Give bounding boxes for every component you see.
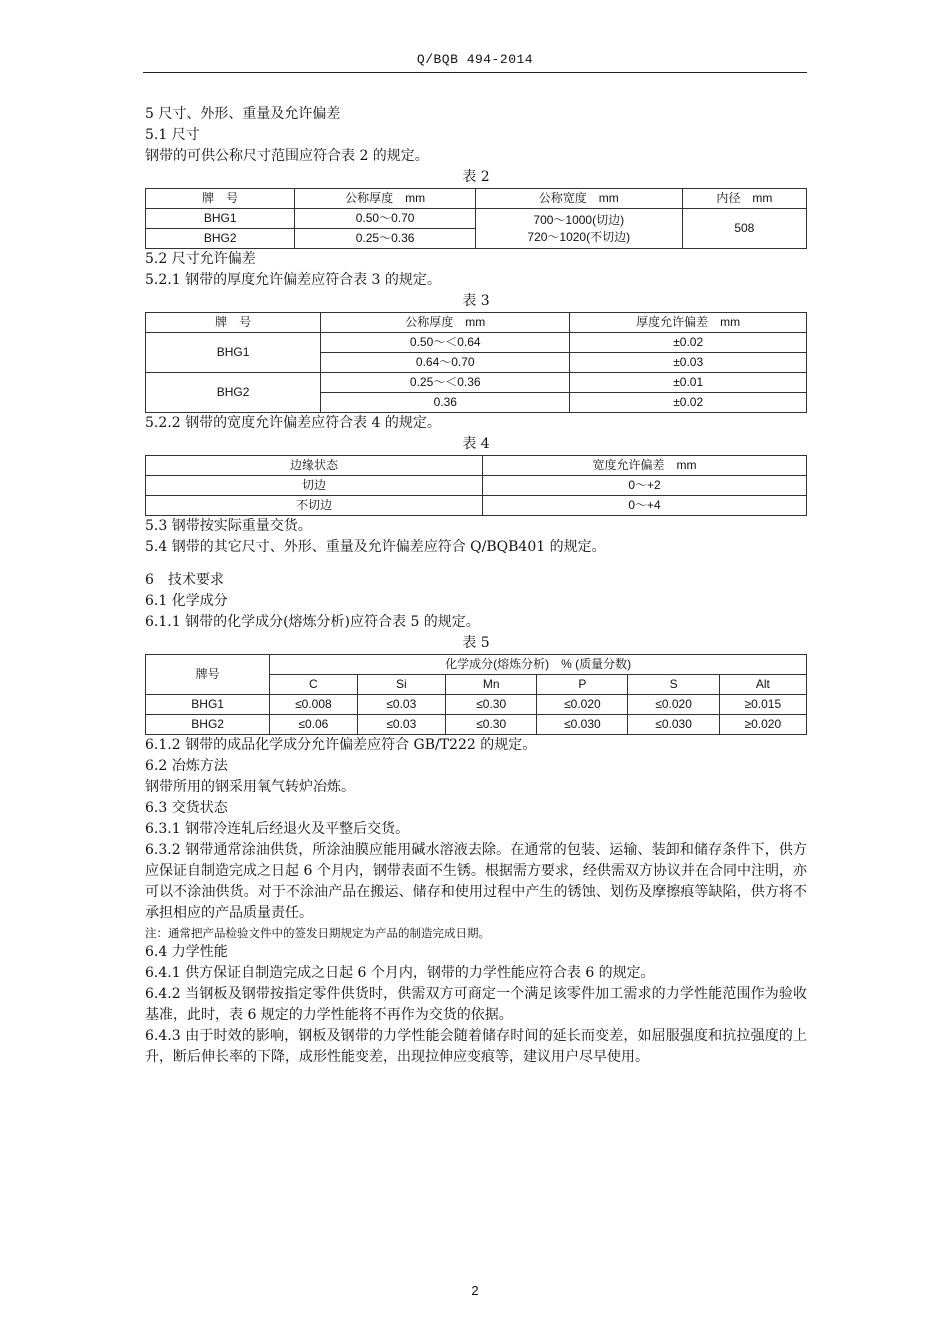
table-row bbox=[146, 476, 807, 496]
table-header-cell: S bbox=[628, 675, 719, 695]
section-6-4-1-text: 6.4.1 供方保证自制造完成之日起 6 个月内，钢带的力学性能应符合表 6 的规定。 bbox=[145, 965, 655, 981]
table-cell: 不切边 bbox=[146, 496, 483, 516]
table-header-cell: 厚度允许偏差 mm bbox=[570, 313, 807, 333]
table-header-cell: 宽度允许偏差 mm bbox=[483, 456, 807, 476]
table-header-cell: 边缘状态 bbox=[146, 456, 483, 476]
table-header-cell: 公称厚度 mm bbox=[321, 313, 570, 333]
section-gap bbox=[145, 558, 807, 570]
section-6-3-1-text: 6.3.1 钢带冷连轧后经退火及平整后交货。 bbox=[145, 821, 410, 837]
table-cell: 0～+4 bbox=[483, 496, 807, 516]
table-row bbox=[146, 209, 807, 229]
table-cell: ±0.03 bbox=[570, 353, 807, 373]
table-header-cell: 牌 号 bbox=[146, 313, 321, 333]
table-cell: ≤0.06 bbox=[270, 715, 357, 735]
section-5-2-2-text: 5.2.2 钢带的宽度允许偏差应符合表 4 的规定。 bbox=[145, 415, 441, 431]
table-cell: 0.50～0.70 bbox=[295, 209, 475, 229]
table-header-cell: Alt bbox=[719, 675, 806, 695]
table-cell: 0.25～0.36 bbox=[295, 229, 475, 249]
table-cell: ±0.01 bbox=[570, 373, 807, 393]
table-header-cell: 内径 mm bbox=[682, 189, 806, 209]
section-5-2-heading: 5.2 尺寸允许偏差 bbox=[145, 251, 256, 267]
section-6-4-2-text: 6.4.2 当钢板及钢带按指定零件供货时，供需双方可商定一个满足该零件加工需求的力学性能范围作为验收基准，此时，表 6 规定的力学性能将不再作为交货的依据。 bbox=[145, 986, 807, 1023]
table-header-cell: 公称宽度 mm bbox=[475, 189, 682, 209]
section-5-1-heading: 5.1 尺寸 bbox=[145, 127, 200, 143]
document-body bbox=[145, 104, 807, 1068]
width-line-2: 720～1020(不切边) bbox=[527, 229, 631, 244]
table-cell: ≤0.030 bbox=[537, 715, 628, 735]
section-6-heading: 6 技术要求 bbox=[145, 572, 224, 588]
table-header-cell: 牌 号 bbox=[146, 189, 295, 209]
table-cell: ≤0.008 bbox=[270, 695, 357, 715]
doc-header: Q/BQB 494-2014 bbox=[416, 52, 534, 67]
page-number: 2 bbox=[471, 1283, 479, 1298]
table-cell: ≤0.020 bbox=[628, 695, 719, 715]
width-line-1: 700～1000(切边) bbox=[533, 212, 625, 227]
table-cell: BHG2 bbox=[146, 229, 295, 249]
table-cell: ≤0.020 bbox=[537, 695, 628, 715]
note-text: 注：通常把产品检验文件中的签发日期规定为产品的制造完成日期。 bbox=[145, 926, 490, 940]
table-header-cell: Mn bbox=[446, 675, 537, 695]
table-5-caption: 表 5 bbox=[462, 635, 490, 651]
section-6-3-2-text: 6.3.2 钢带通常涂油供货，所涂油膜应能用碱水溶液去除。在通常的包装、运输、装卸和储存条件下，供方应保证自制造完成之日起 6 个月内，钢带表面不生锈。根据需方要求，经供需双方协议并在合同中注明，亦可以不涂油供货。对于不涂油产品在搬运、储存和使用过程中产生的锈蚀、划伤及摩擦痕等缺陷，供方将不承担相应的产品质量责任。 bbox=[145, 842, 807, 921]
table-cell-width bbox=[475, 209, 682, 249]
section-6-2-text: 钢带所用的钢采用氧气转炉冶炼。 bbox=[145, 779, 355, 795]
table-cell: BHG2 bbox=[146, 715, 270, 735]
table-cell: BHG2 bbox=[146, 373, 321, 413]
table-cell: ≤0.30 bbox=[446, 695, 537, 715]
table-cell: 切边 bbox=[146, 476, 483, 496]
table-row bbox=[146, 313, 807, 333]
table-cell: 508 bbox=[682, 209, 806, 249]
table-cell: BHG1 bbox=[146, 333, 321, 373]
section-5-2-1-text: 5.2.1 钢带的厚度允许偏差应符合表 3 的规定。 bbox=[145, 272, 441, 288]
table-cell: BHG1 bbox=[146, 209, 295, 229]
table-header-cell: 牌号 bbox=[146, 655, 270, 695]
table-cell: 0～+2 bbox=[483, 476, 807, 496]
table-row bbox=[146, 715, 807, 735]
section-5-1-text: 钢带的可供公称尺寸范围应符合表 2 的规定。 bbox=[145, 148, 429, 164]
table-cell: ±0.02 bbox=[570, 333, 807, 353]
table-2-caption: 表 2 bbox=[462, 169, 490, 185]
table-cell: ≤0.030 bbox=[628, 715, 719, 735]
table-header-cell: P bbox=[537, 675, 628, 695]
table-cell: ≥0.020 bbox=[719, 715, 806, 735]
table-row bbox=[146, 655, 807, 675]
section-5-3-text: 5.3 钢带按实际重量交货。 bbox=[145, 518, 312, 534]
table-2 bbox=[145, 188, 807, 249]
table-cell: 0.50～＜0.64 bbox=[321, 333, 570, 353]
table-cell: 0.36 bbox=[321, 393, 570, 413]
table-row bbox=[146, 373, 807, 393]
header-rule bbox=[143, 72, 807, 73]
table-row bbox=[146, 333, 807, 353]
section-6-3-heading: 6.3 交货状态 bbox=[145, 800, 228, 816]
table-cell: ±0.02 bbox=[570, 393, 807, 413]
section-6-1-heading: 6.1 化学成分 bbox=[145, 593, 228, 609]
table-cell: ≤0.03 bbox=[357, 695, 446, 715]
table-cell: 0.25～＜0.36 bbox=[321, 373, 570, 393]
section-6-2-heading: 6.2 冶炼方法 bbox=[145, 758, 228, 774]
table-row bbox=[146, 695, 807, 715]
section-5-4-text: 5.4 钢带的其它尺寸、外形、重量及允许偏差应符合 Q/BQB401 的规定。 bbox=[145, 539, 606, 555]
table-4 bbox=[145, 455, 807, 516]
table-3-caption: 表 3 bbox=[462, 293, 490, 309]
section-6-4-3-text: 6.4.3 由于时效的影响，钢板及钢带的力学性能会随着储存时间的延长而变差，如屈服强度和抗拉强度的上升，断后伸长率的下降，成形性能变差，出现拉伸应变痕等，建议用户尽早使用。 bbox=[145, 1028, 807, 1065]
table-row bbox=[146, 496, 807, 516]
table-cell: ≤0.03 bbox=[357, 715, 446, 735]
section-6-4-heading: 6.4 力学性能 bbox=[145, 944, 228, 960]
section-6-1-2-text: 6.1.2 钢带的成品化学成分允许偏差应符合 GB/T222 的规定。 bbox=[145, 737, 537, 753]
table-5 bbox=[145, 654, 807, 735]
table-header-cell: C bbox=[270, 675, 357, 695]
table-row bbox=[146, 456, 807, 476]
table-3 bbox=[145, 312, 807, 413]
table-4-caption: 表 4 bbox=[462, 436, 490, 452]
table-header-cell: Si bbox=[357, 675, 446, 695]
table-cell: 0.64～0.70 bbox=[321, 353, 570, 373]
table-header-cell: 公称厚度 mm bbox=[295, 189, 475, 209]
table-cell: BHG1 bbox=[146, 695, 270, 715]
section-5-heading: 5 尺寸、外形、重量及允许偏差 bbox=[145, 106, 341, 122]
table-cell: ≤0.30 bbox=[446, 715, 537, 735]
table-header-cell: 化学成分(熔炼分析) % (质量分数) bbox=[270, 655, 807, 675]
table-cell: ≥0.015 bbox=[719, 695, 806, 715]
table-row bbox=[146, 189, 807, 209]
section-6-1-1-text: 6.1.1 钢带的化学成分(熔炼分析)应符合表 5 的规定。 bbox=[145, 614, 480, 630]
